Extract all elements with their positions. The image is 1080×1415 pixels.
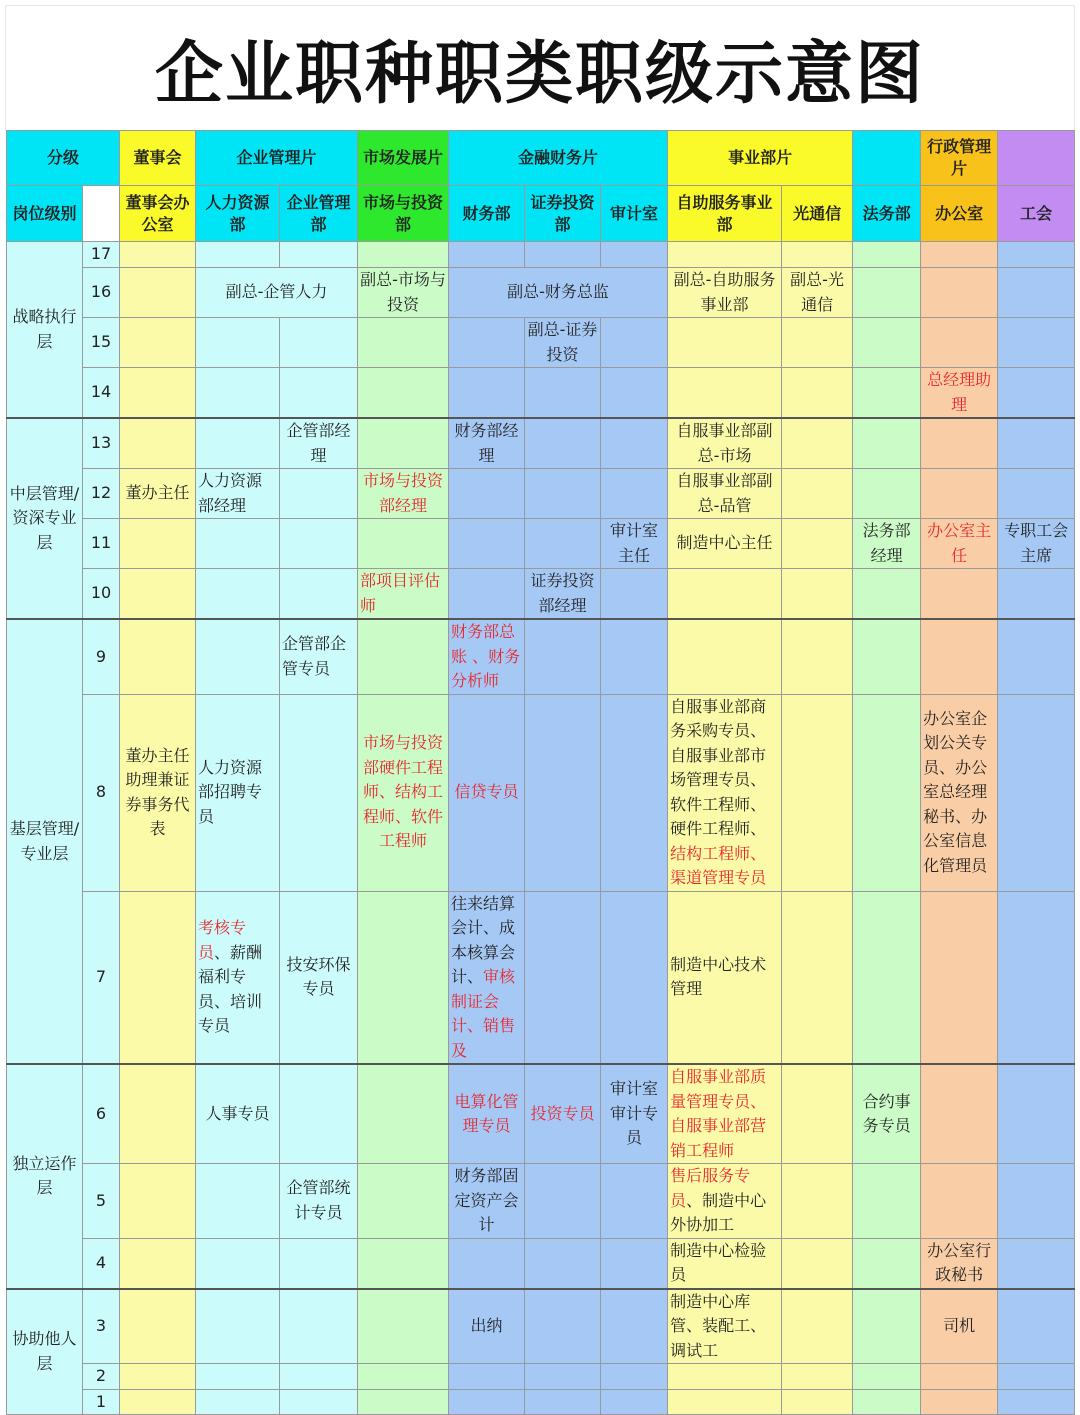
header-audit: 审计室 xyxy=(601,186,668,242)
cell xyxy=(196,569,280,620)
cell xyxy=(998,1389,1075,1415)
level-number: 14 xyxy=(83,368,120,419)
cell xyxy=(358,418,449,469)
cell-text: 董办主任 xyxy=(120,469,196,519)
cell-text: 办公室企划公关专员、办公室总经理秘书、办公室信息化管理员 xyxy=(921,694,998,891)
header-fin: 财务部 xyxy=(449,186,525,242)
cell-text: 财务部固定资产会计 xyxy=(449,1164,525,1239)
cell xyxy=(853,1389,921,1415)
cell xyxy=(525,694,601,891)
cell-text: 副总-市场与投资 xyxy=(358,268,449,318)
cell xyxy=(998,1164,1075,1239)
level-number: 4 xyxy=(83,1238,120,1289)
cell xyxy=(921,268,998,318)
cell xyxy=(601,318,668,368)
layer-basic: 基层管理/专业层 xyxy=(7,619,83,1064)
level-number: 13 xyxy=(83,418,120,469)
cell-text: 副总-企管人力 xyxy=(196,268,358,318)
cell-text: 董办主任助理兼证券事务代表 xyxy=(120,694,196,891)
cell xyxy=(358,368,449,419)
cell xyxy=(601,1289,668,1364)
cell xyxy=(358,1289,449,1364)
header-finance: 金融财务片 xyxy=(449,131,668,186)
cell-text: 审计室审计专员 xyxy=(601,1064,668,1164)
cell xyxy=(120,268,196,318)
cell-text-part: 、薪酬福利专员、培训专员 xyxy=(198,942,263,1035)
level-row-12 xyxy=(7,469,1075,519)
cell xyxy=(853,368,921,419)
cell xyxy=(921,242,998,268)
cell xyxy=(280,368,358,419)
cell xyxy=(196,519,280,569)
cell xyxy=(120,368,196,419)
cell xyxy=(280,242,358,268)
cell xyxy=(853,1238,921,1289)
cell xyxy=(782,694,853,891)
cell xyxy=(782,1364,853,1390)
cell-text: 自服事业部副总-市场 xyxy=(668,418,782,469)
level-number: 8 xyxy=(83,694,120,891)
cell xyxy=(782,569,853,620)
cell-text: 自服事业部质量管理专员、自服事业部营销工程师 xyxy=(668,1064,782,1164)
cell xyxy=(998,318,1075,368)
cell xyxy=(449,1364,525,1390)
header-ent-mgmt: 企业管理部 xyxy=(280,186,358,242)
cell-text: 财务部总账 、财务分析师 xyxy=(449,619,525,694)
header-level: 岗位级别 xyxy=(7,186,83,242)
cell xyxy=(668,318,782,368)
cell xyxy=(782,1064,853,1164)
layer-independent: 独立运作层 xyxy=(7,1064,83,1289)
cell-text xyxy=(668,1164,782,1239)
level-row-17 xyxy=(7,242,1075,268)
cell xyxy=(601,1389,668,1415)
cell xyxy=(525,619,601,694)
cell xyxy=(853,268,921,318)
cell xyxy=(853,318,921,368)
level-number: 7 xyxy=(83,891,120,1064)
cell-text: 市场与投资部硬件工程师、结构工程师、软件工程师 xyxy=(358,694,449,891)
cell xyxy=(998,569,1075,620)
level-row-2 xyxy=(7,1364,1075,1390)
title-banner xyxy=(6,6,1074,130)
cell xyxy=(449,469,525,519)
cell xyxy=(998,1289,1075,1364)
cell-text: 投资专员 xyxy=(525,1064,601,1164)
cell-text: 司机 xyxy=(921,1289,998,1364)
cell xyxy=(921,891,998,1064)
cell xyxy=(120,569,196,620)
level-number: 6 xyxy=(83,1064,120,1164)
cell xyxy=(120,519,196,569)
cell xyxy=(853,1364,921,1390)
cell-text: 电算化管理专员 xyxy=(449,1064,525,1164)
cell xyxy=(921,1064,998,1164)
cell xyxy=(525,1289,601,1364)
cell-text-part-red: 考核专员 xyxy=(198,918,247,962)
cell xyxy=(358,1238,449,1289)
header-board-office: 董事会办公室 xyxy=(120,186,196,242)
cell-text: 人力资源部招聘专员 xyxy=(196,694,280,891)
cell xyxy=(782,519,853,569)
cell xyxy=(525,1364,601,1390)
cell xyxy=(120,242,196,268)
cell xyxy=(782,469,853,519)
cell xyxy=(120,418,196,469)
page-title: 企业职种职类职级示意图 xyxy=(154,34,925,114)
cell-text: 副总-财务总监 xyxy=(449,268,668,318)
cell xyxy=(601,891,668,1064)
cell xyxy=(196,242,280,268)
level-number: 10 xyxy=(83,569,120,620)
header-blank xyxy=(853,131,921,186)
cell xyxy=(196,368,280,419)
cell-text: 企管部企管专员 xyxy=(280,619,358,694)
cell xyxy=(998,694,1075,891)
cell xyxy=(782,242,853,268)
cell-text: 出纳 xyxy=(449,1289,525,1364)
cell xyxy=(449,318,525,368)
cell-text: 办公室行政秘书 xyxy=(921,1238,998,1289)
cell-text: 专职工会主席 xyxy=(998,519,1075,569)
cell-text: 企管部统计专员 xyxy=(280,1164,358,1239)
cell xyxy=(998,891,1075,1064)
cell xyxy=(196,1238,280,1289)
cell-text: 证券投资部经理 xyxy=(525,569,601,620)
cell xyxy=(998,242,1075,268)
header-union: 工会 xyxy=(998,186,1075,242)
cell xyxy=(525,469,601,519)
cell-text-part: 往来结算会计、成本核算会计、 xyxy=(451,893,516,986)
cell xyxy=(449,569,525,620)
cell-text: 自服事业部副总-品管 xyxy=(668,469,782,519)
cell xyxy=(601,619,668,694)
level-number: 2 xyxy=(83,1364,120,1390)
level-row-1 xyxy=(7,1389,1075,1415)
cell xyxy=(196,1164,280,1239)
cell xyxy=(998,1364,1075,1390)
cell xyxy=(196,1389,280,1415)
cell xyxy=(782,1389,853,1415)
cell xyxy=(525,418,601,469)
cell xyxy=(853,418,921,469)
cell xyxy=(358,1164,449,1239)
cell-text: 副总-光通信 xyxy=(782,268,853,318)
cell xyxy=(358,242,449,268)
header-self-service: 自助服务事业部 xyxy=(668,186,782,242)
level-number: 15 xyxy=(83,318,120,368)
cell xyxy=(358,1389,449,1415)
cell xyxy=(668,242,782,268)
cell xyxy=(120,619,196,694)
cell-text: 副总-自助服务事业部 xyxy=(668,268,782,318)
header-legal: 法务部 xyxy=(853,186,921,242)
cell xyxy=(853,694,921,891)
cell xyxy=(358,519,449,569)
cell xyxy=(525,1164,601,1239)
cell xyxy=(782,368,853,419)
cell xyxy=(921,469,998,519)
header-market: 市场发展片 xyxy=(358,131,449,186)
cell-text: 制造中心库管、装配工、调试工 xyxy=(668,1289,782,1364)
cell xyxy=(120,1164,196,1239)
cell xyxy=(449,242,525,268)
cell xyxy=(525,1389,601,1415)
cell xyxy=(601,242,668,268)
cell-text: 制造中心主任 xyxy=(668,519,782,569)
header-row-1 xyxy=(7,131,1075,186)
cell xyxy=(668,619,782,694)
cell xyxy=(196,1364,280,1390)
cell xyxy=(782,619,853,694)
cell xyxy=(998,469,1075,519)
cell xyxy=(998,1238,1075,1289)
cell xyxy=(196,1289,280,1364)
cell xyxy=(280,1389,358,1415)
level-row-15 xyxy=(7,318,1075,368)
cell-text: 技安环保专员 xyxy=(280,891,358,1064)
cell xyxy=(853,569,921,620)
level-number: 3 xyxy=(83,1289,120,1364)
cell xyxy=(525,891,601,1064)
cell-text: 企管部经理 xyxy=(280,418,358,469)
cell-text: 人力资源部经理 xyxy=(196,469,280,519)
cell xyxy=(853,891,921,1064)
cell-text: 法务部经理 xyxy=(853,519,921,569)
header-level-num xyxy=(83,186,120,242)
header-row-2 xyxy=(7,186,1075,242)
cell xyxy=(358,1364,449,1390)
cell-text: 总经理助理 xyxy=(921,368,998,419)
layer-middle: 中层管理/资深专业层 xyxy=(7,418,83,619)
cell xyxy=(921,318,998,368)
cell xyxy=(525,368,601,419)
cell xyxy=(601,469,668,519)
header-office: 办公室 xyxy=(921,186,998,242)
cell xyxy=(280,519,358,569)
level-row-8 xyxy=(7,694,1075,891)
header-grade: 分级 xyxy=(7,131,120,186)
cell xyxy=(921,569,998,620)
cell xyxy=(196,619,280,694)
level-number: 16 xyxy=(83,268,120,318)
cell xyxy=(358,619,449,694)
cell-text-part: 、制造中心外协加工 xyxy=(670,1190,767,1234)
level-row-9 xyxy=(7,619,1075,694)
cell xyxy=(449,1238,525,1289)
cell-text-part-red: 结构工程师、渠道管理专员 xyxy=(670,843,767,887)
cell-text-part-red: 售后服务专员 xyxy=(670,1166,751,1210)
cell xyxy=(120,318,196,368)
cell xyxy=(921,1389,998,1415)
cell xyxy=(449,368,525,419)
cell xyxy=(998,619,1075,694)
level-row-5 xyxy=(7,1164,1075,1239)
cell xyxy=(921,619,998,694)
cell xyxy=(782,1238,853,1289)
cell xyxy=(120,1389,196,1415)
level-number: 5 xyxy=(83,1164,120,1239)
layer-assist: 协助他人层 xyxy=(7,1289,83,1415)
cell-text: 财务部经理 xyxy=(449,418,525,469)
cell-text: 制造中心检验员 xyxy=(668,1238,782,1289)
cell xyxy=(449,1389,525,1415)
cell xyxy=(668,1389,782,1415)
cell xyxy=(601,1364,668,1390)
cell xyxy=(196,418,280,469)
cell xyxy=(921,1364,998,1390)
cell xyxy=(853,242,921,268)
cell-text xyxy=(449,891,525,1064)
cell xyxy=(601,569,668,620)
cell xyxy=(120,1064,196,1164)
cell-text: 办公室主任 xyxy=(921,519,998,569)
cell-text: 市场与投资部经理 xyxy=(358,469,449,519)
cell xyxy=(525,519,601,569)
cell-text xyxy=(668,694,782,891)
level-number: 12 xyxy=(83,469,120,519)
cell xyxy=(782,891,853,1064)
cell xyxy=(280,1364,358,1390)
header-admin: 行政管理片 xyxy=(921,131,998,186)
cell xyxy=(782,1164,853,1239)
header-securities: 证券投资部 xyxy=(525,186,601,242)
cell xyxy=(668,368,782,419)
header-business: 事业部片 xyxy=(668,131,853,186)
cell xyxy=(668,1364,782,1390)
header-blank-2 xyxy=(998,131,1075,186)
cell xyxy=(853,1164,921,1239)
cell-text: 部项目评估师 xyxy=(358,569,449,620)
cell xyxy=(998,268,1075,318)
cell xyxy=(921,418,998,469)
level-row-10 xyxy=(7,569,1075,620)
cell-text: 合约事务专员 xyxy=(853,1064,921,1164)
header-mgmt: 企业管理片 xyxy=(196,131,358,186)
level-row-14 xyxy=(7,368,1075,419)
header-board: 董事会 xyxy=(120,131,196,186)
cell xyxy=(921,1164,998,1239)
cell xyxy=(120,1289,196,1364)
cell xyxy=(280,469,358,519)
level-row-11 xyxy=(7,519,1075,569)
cell xyxy=(601,368,668,419)
level-row-16 xyxy=(7,268,1075,318)
cell xyxy=(280,694,358,891)
cell xyxy=(601,418,668,469)
cell-text: 副总-证券投资 xyxy=(525,318,601,368)
cell-text: 审计室主任 xyxy=(601,519,668,569)
cell xyxy=(853,1289,921,1364)
cell xyxy=(998,418,1075,469)
cell-text xyxy=(196,891,280,1064)
cell xyxy=(782,1289,853,1364)
cell xyxy=(120,1238,196,1289)
level-row-3 xyxy=(7,1289,1075,1364)
cell xyxy=(120,1364,196,1390)
cell xyxy=(358,1064,449,1164)
header-hr: 人力资源部 xyxy=(196,186,280,242)
cell xyxy=(120,891,196,1064)
cell xyxy=(280,1064,358,1164)
cell xyxy=(358,318,449,368)
cell xyxy=(449,519,525,569)
cell xyxy=(280,1238,358,1289)
cell xyxy=(196,318,280,368)
cell xyxy=(998,1064,1075,1164)
level-number: 11 xyxy=(83,519,120,569)
cell xyxy=(782,318,853,368)
level-row-7 xyxy=(7,891,1075,1064)
cell xyxy=(782,418,853,469)
cell-text-part: 自服事业部商务采购专员、自服事业部市场管理专员、软件工程师、硬件工程师、 xyxy=(670,696,767,838)
cell xyxy=(525,242,601,268)
level-row-13 xyxy=(7,418,1075,469)
cell xyxy=(853,469,921,519)
level-number: 17 xyxy=(83,242,120,268)
cell xyxy=(998,368,1075,419)
level-row-6 xyxy=(7,1064,1075,1164)
level-number: 1 xyxy=(83,1389,120,1415)
header-market-invest: 市场与投资部 xyxy=(358,186,449,242)
cell xyxy=(525,1238,601,1289)
cell-text: 制造中心技术管理 xyxy=(668,891,782,1064)
level-number: 9 xyxy=(83,619,120,694)
cell xyxy=(280,569,358,620)
cell xyxy=(601,1238,668,1289)
cell xyxy=(853,619,921,694)
level-row-4 xyxy=(7,1238,1075,1289)
cell xyxy=(280,1289,358,1364)
cell-text: 人事专员 xyxy=(196,1064,280,1164)
cell xyxy=(601,694,668,891)
cell xyxy=(601,1164,668,1239)
cell-text: 信贷专员 xyxy=(449,694,525,891)
cell-text-part-red: 审核制证会计、销售及 xyxy=(451,967,516,1060)
cell xyxy=(668,569,782,620)
cell xyxy=(280,318,358,368)
cell xyxy=(358,891,449,1064)
header-optical: 光通信 xyxy=(782,186,853,242)
job-grade-table xyxy=(6,130,1075,1415)
layer-strategic: 战略执行层 xyxy=(7,242,83,419)
